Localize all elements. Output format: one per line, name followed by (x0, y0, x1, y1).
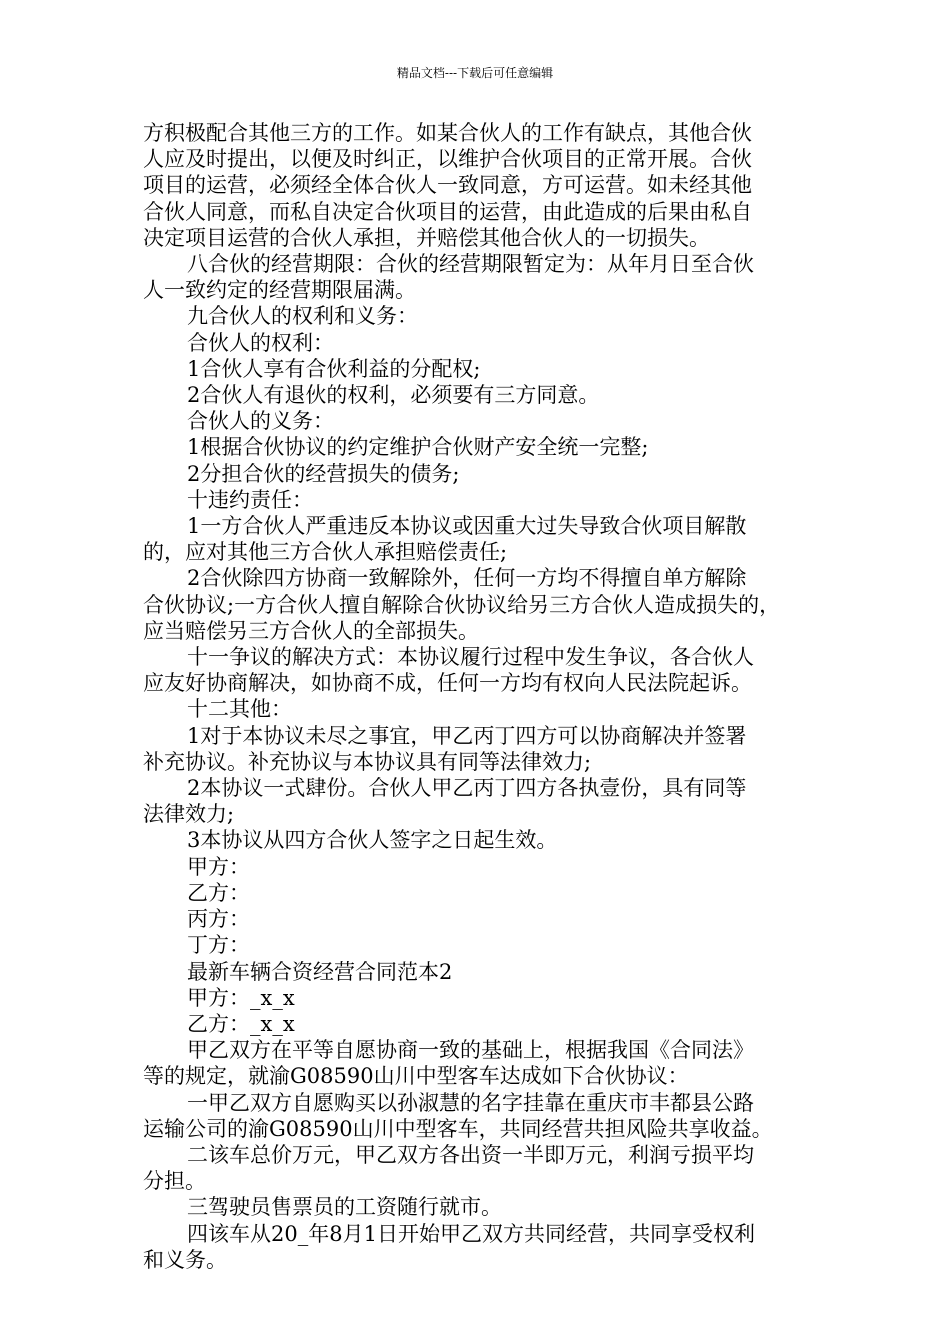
text-line: 1一方合伙人严重违反本协议或因重大过失导致合伙项目解散 (187, 514, 747, 539)
page-header: 精品文档---下载后可任意编辑 (396, 66, 554, 80)
text-line: 人应及时提出，以便及时纠正，以维护合伙项目的正常开展。合伙 (143, 147, 752, 172)
text-line: 甲乙双方在平等自愿协商一致的基础上，根据我国《合同法》 (187, 1038, 754, 1063)
text-line: 应当赔偿另三方合伙人的全部损失。 (143, 618, 479, 643)
text-line: 合伙协议;一方合伙人擅自解除合伙协议给另三方合伙人造成损失的， (143, 592, 781, 617)
text-line: 合伙人同意，而私自决定合伙项目的运营，由此造成的后果由私自 (143, 199, 752, 224)
document-body (143, 120, 823, 1273)
text-line: 三驾驶员售票员的工资随行就市。 (187, 1195, 502, 1220)
text-line: 合伙人的义务： (187, 409, 334, 434)
text-line: 项目的运营，必须经全体合伙人一致同意，方可运营。如未经其他 (143, 173, 752, 198)
text-line: 十二其他： (187, 697, 292, 722)
text-line: 一甲乙双方自愿购买以孙淑慧的名字挂靠在重庆市丰都县公路 (187, 1090, 754, 1115)
text-line: 应友好协商解决，如协商不成，任何一方均有权向人民法院起诉。 (143, 671, 752, 696)
text-line: 的，应对其他三方合伙人承担赔偿责任; (143, 540, 508, 565)
text-line: 四该车从20_年8月1日开始甲乙双方共同经营，共同享受权利 (187, 1221, 755, 1246)
text-line: 3本协议从四方合伙人签字之日起生效。 (187, 828, 558, 853)
text-line: 法律效力; (143, 802, 235, 827)
text-line: 最新车辆合资经营合同范本2 (187, 959, 453, 984)
text-line: 1根据合伙协议的约定维护合伙财产安全统一完整; (187, 435, 649, 460)
text-line: 1对于本协议未尽之事宜，甲乙丙丁四方可以协商解决并签署 (187, 723, 747, 748)
text-line: 丙方： (187, 907, 250, 932)
text-line: 方积极配合其他三方的工作。如某合伙人的工作有缺点，其他合伙 (143, 121, 752, 145)
text-line: 分担。 (143, 1169, 206, 1194)
text-line: 等的规定，就渝G08590山川中型客车达成如下合伙协议： (143, 1064, 689, 1089)
text-line: 十违约责任： (187, 487, 313, 512)
text-line: 1合伙人享有合伙利益的分配权; (187, 356, 481, 381)
text-line: 运输公司的渝G08590山川中型客车，共同经营共担风险共享收益。 (143, 1116, 773, 1141)
text-line: 补充协议。补充协议与本协议具有同等法律效力; (143, 749, 592, 774)
text-line: 合伙人的权利： (187, 330, 334, 355)
text-line: 乙方： (187, 880, 250, 905)
text-line: 2本协议一式肆份。合伙人甲乙丙丁四方各执壹份，具有同等 (187, 776, 747, 801)
text-line: 九合伙人的权利和义务： (187, 304, 418, 329)
text-line: 二该车总价万元，甲乙双方各出资一半即万元，利润亏损平均 (187, 1142, 754, 1167)
text-line: 决定项目运营的合伙人承担，并赔偿其他合伙人的一切损失。 (143, 225, 710, 250)
text-line: 2分担合伙的经营损失的债务; (187, 461, 460, 486)
text-line: 2合伙人有退伙的权利，必须要有三方同意。 (187, 383, 600, 408)
text-line: 甲方：_x_x (187, 985, 295, 1010)
text-line: 乙方：_x_x (187, 1011, 295, 1036)
text-line: 十一争议的解决方式：本协议履行过程中发生争议，各合伙人 (187, 645, 754, 670)
text-line: 2合伙除四方协商一致解除外，任何一方均不得擅自单方解除 (187, 566, 747, 591)
text-line: 八合伙的经营期限：合伙的经营期限暂定为：从年月日至合伙 (187, 252, 754, 277)
text-line: 甲方： (187, 854, 250, 879)
text-line: 和义务。 (143, 1247, 227, 1272)
text-line: 人一致约定的经营期限届满。 (143, 278, 416, 303)
text-line: 丁方： (187, 933, 250, 958)
